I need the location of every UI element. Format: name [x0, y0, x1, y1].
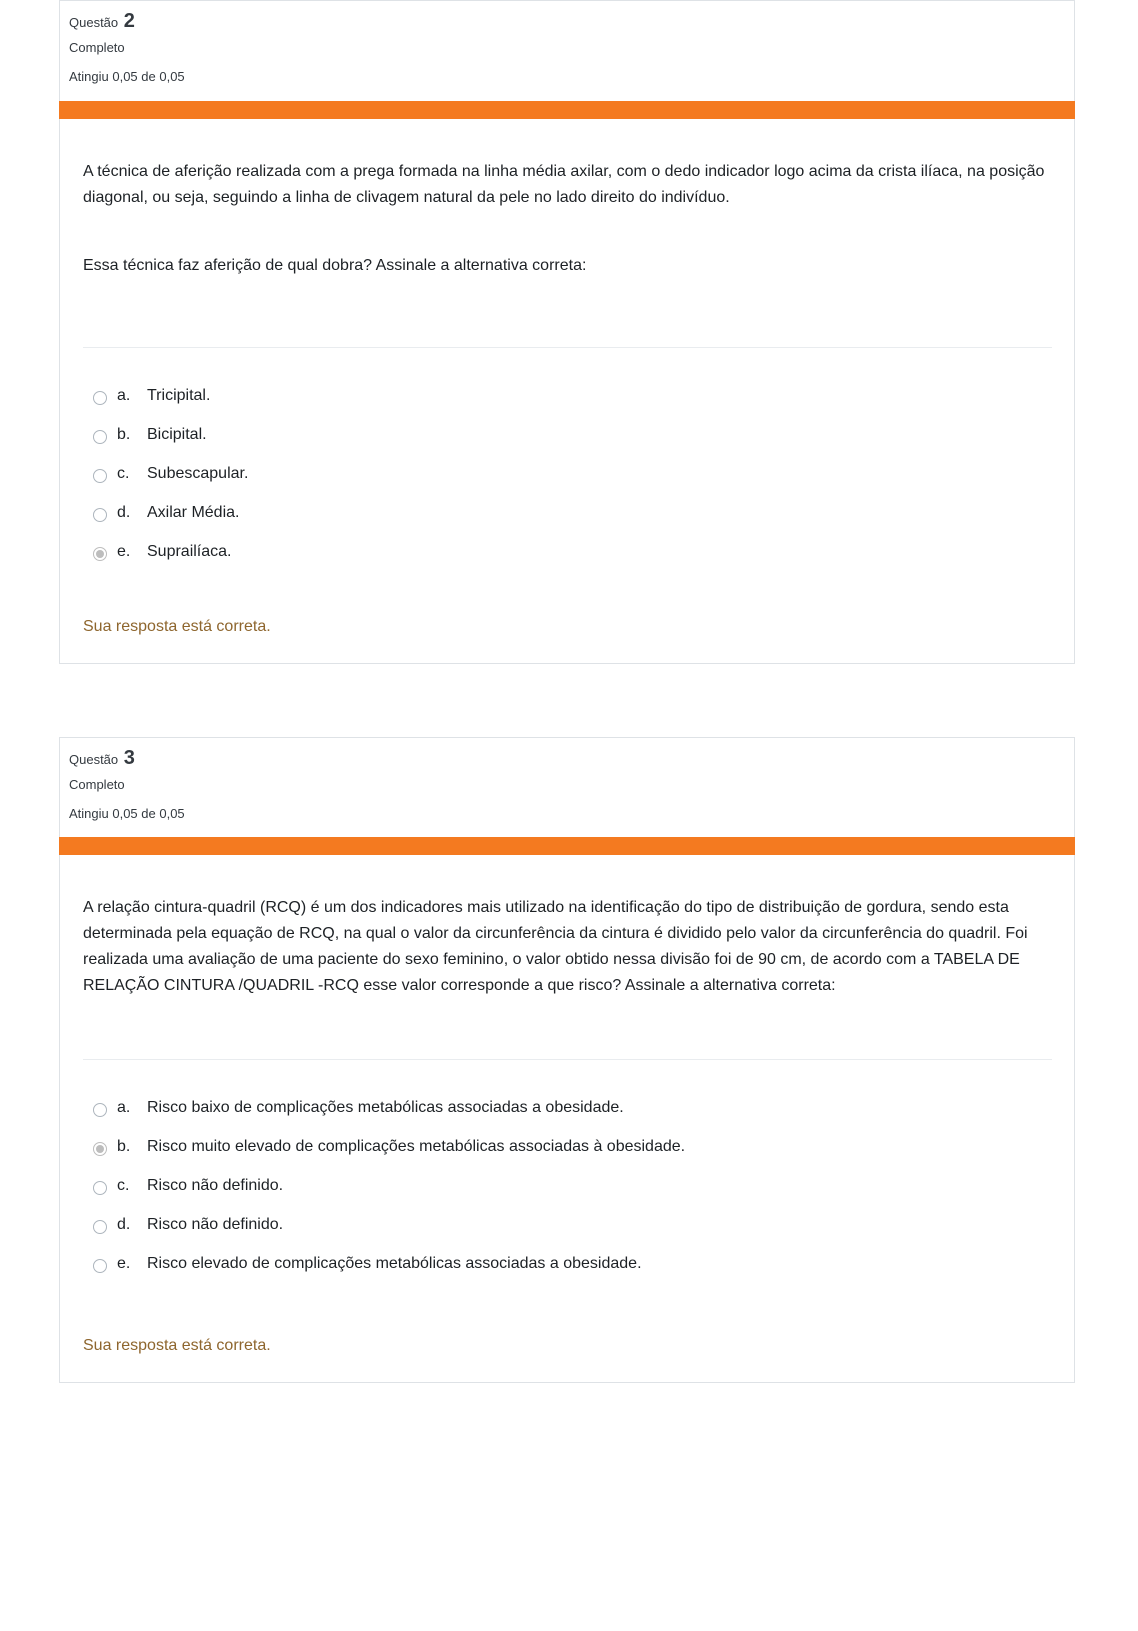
- radio-button[interactable]: [93, 1103, 107, 1117]
- question-state: Completo: [69, 40, 125, 55]
- radio-button[interactable]: [93, 508, 107, 522]
- answer-feedback: Sua resposta está correta.: [83, 618, 271, 635]
- answer-text[interactable]: Risco baixo de complicações metabólicas associadas a obesidade.: [147, 1098, 624, 1116]
- content-divider: [83, 1059, 1052, 1060]
- answer-text[interactable]: Axilar Média.: [147, 503, 240, 521]
- question-prompt: Essa técnica faz aferição de qual dobra? Assinale a alternativa correta:: [83, 257, 587, 274]
- answer-text[interactable]: Risco não definido.: [147, 1215, 284, 1233]
- question-text: A relação cintura-quadril (RCQ) é um dos indicadores mais utilizado na identificação do tipo de distribuição de gordura, sendo esta determinada pela equação de RCQ, na qual o valor da circunferência da cintura é dividido pelo valor da circunferência do quadril. Foi realizada uma avaliação de uma paciente do sexo feminino, o valor obtido nessa divisão foi de 90 cm, de acordo com a TABELA DE RELAÇÃO CINTURA /QUADRIL -RCQ esse valor corresponde a que risco? Assinale a alternativa correta:: [83, 899, 1028, 994]
- question-number-line: [69, 10, 1065, 32]
- radio-button[interactable]: [93, 391, 107, 405]
- answer-text[interactable]: Risco muito elevado de complicações metabólicas associadas à obesidade.: [147, 1137, 686, 1155]
- radio-button[interactable]: [93, 1181, 107, 1195]
- answer-feedback: Sua resposta está correta.: [83, 1337, 271, 1354]
- accent-bar: [59, 101, 1075, 119]
- radio-button[interactable]: [93, 1220, 107, 1234]
- radio-button[interactable]: [93, 430, 107, 444]
- answer-letter: d.: [117, 503, 131, 521]
- radio-button-selected[interactable]: [93, 547, 107, 561]
- answer-letter: e.: [117, 542, 131, 560]
- answer-text[interactable]: Risco elevado de complicações metabólicas associadas a obesidade.: [147, 1254, 642, 1272]
- answer-text[interactable]: Suprailíaca.: [147, 542, 232, 560]
- answer-letter: a.: [117, 386, 131, 404]
- question-grade: Atingiu 0,05 de 0,05: [69, 69, 185, 84]
- question-info: [60, 738, 1074, 828]
- radio-button[interactable]: [93, 469, 107, 483]
- content-divider: [83, 347, 1052, 348]
- answer-letter: b.: [117, 425, 131, 443]
- answer-option-b[interactable]: [93, 1127, 1052, 1166]
- answer-option-b[interactable]: [93, 415, 1052, 454]
- question-label: Questão: [69, 752, 119, 767]
- question-content: [83, 159, 1052, 571]
- answer-letter: c.: [117, 464, 130, 482]
- answer-text[interactable]: Bicipital.: [147, 425, 207, 443]
- question-number: 2: [123, 10, 135, 32]
- question-label: Questão: [69, 15, 119, 30]
- answer-option-c[interactable]: [93, 454, 1052, 493]
- answer-list: [83, 376, 1052, 571]
- radio-button[interactable]: [93, 1259, 107, 1273]
- answer-option-a[interactable]: [93, 1088, 1052, 1127]
- question-content: [83, 895, 1052, 1283]
- question-info: [60, 1, 1074, 91]
- answer-text[interactable]: Risco não definido.: [147, 1176, 284, 1194]
- answer-text[interactable]: Tricipital.: [147, 386, 211, 404]
- question-card-2: [59, 0, 1075, 664]
- radio-button-selected[interactable]: [93, 1142, 107, 1156]
- answer-option-d[interactable]: [93, 493, 1052, 532]
- answer-option-e[interactable]: [93, 1244, 1052, 1283]
- answer-letter: e.: [117, 1254, 131, 1272]
- answer-option-e[interactable]: [93, 532, 1052, 571]
- answer-letter: a.: [117, 1098, 131, 1116]
- answer-letter: b.: [117, 1137, 131, 1155]
- answer-text[interactable]: Subescapular.: [147, 464, 249, 482]
- answer-option-a[interactable]: [93, 376, 1052, 415]
- question-grade: Atingiu 0,05 de 0,05: [69, 806, 185, 821]
- answer-option-c[interactable]: [93, 1166, 1052, 1205]
- answer-option-d[interactable]: [93, 1205, 1052, 1244]
- answer-letter: d.: [117, 1215, 131, 1233]
- question-text: A técnica de aferição realizada com a prega formada na linha média axilar, com o dedo indicador logo acima da crista ilíaca, na posição diagonal, ou seja, seguindo a linha de clivagem natural da pele no lado direito do indivíduo.: [83, 163, 1045, 206]
- accent-bar: [59, 837, 1075, 855]
- question-number: 3: [123, 747, 135, 769]
- answer-letter: c.: [117, 1176, 130, 1194]
- question-number-line: [69, 747, 1065, 769]
- answer-list: [83, 1088, 1052, 1283]
- question-state: Completo: [69, 777, 125, 792]
- question-card-3: [59, 737, 1075, 1383]
